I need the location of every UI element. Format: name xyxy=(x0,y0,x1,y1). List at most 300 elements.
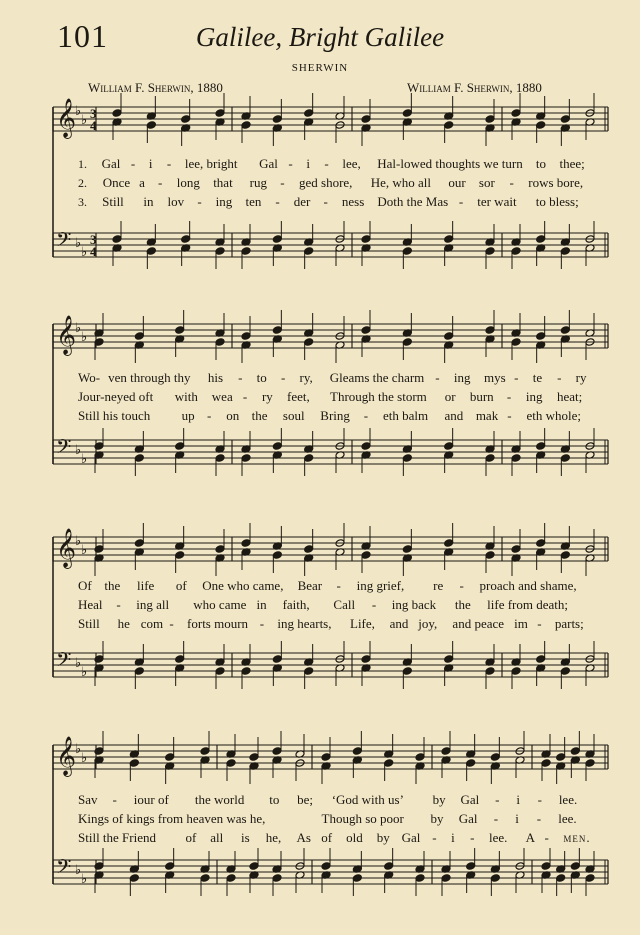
lyric-syllable: Gleams the charm xyxy=(329,370,425,385)
lyric-syllable: - xyxy=(169,616,174,631)
lyric-syllable: ing xyxy=(453,370,471,385)
lyric-syllable: - xyxy=(280,175,285,190)
lyric-syllable: - xyxy=(324,156,329,171)
lyric-syllable: forts mourn xyxy=(187,616,249,631)
note-head xyxy=(321,753,331,762)
lyric-syllable: He, who all xyxy=(370,175,432,190)
time-signature-bottom: 4 xyxy=(90,118,97,133)
flat-icon: ♭ xyxy=(81,452,88,467)
note-head xyxy=(570,747,580,756)
lyric-syllable: lee. xyxy=(558,811,577,826)
lyric-syllable: the xyxy=(251,408,268,423)
lyric-syllable: ven through thy xyxy=(108,370,191,385)
note-head xyxy=(272,115,282,124)
note-head xyxy=(165,753,175,762)
note-head xyxy=(241,247,251,256)
lyric-syllable: heat; xyxy=(556,389,583,404)
lyric-syllable: - xyxy=(281,370,286,385)
note-head xyxy=(175,326,185,335)
note-head xyxy=(352,747,362,756)
lyric-syllable: to xyxy=(256,370,267,385)
note-head xyxy=(466,759,476,768)
flat-icon: ♭ xyxy=(75,321,82,336)
lyric-syllable: te xyxy=(532,370,543,385)
lyric-syllable: old xyxy=(346,830,363,845)
note-head xyxy=(226,874,236,883)
lyric-syllable: Kings of kings from heaven was he, xyxy=(78,811,266,826)
note-head xyxy=(272,551,282,560)
note-head xyxy=(511,545,521,554)
note-head xyxy=(511,454,521,463)
lyric-syllable: up xyxy=(181,408,195,423)
note-head xyxy=(556,874,566,883)
lyric-syllable: of xyxy=(321,830,333,845)
lyric-syllable: - xyxy=(509,175,514,190)
note-head xyxy=(511,109,521,118)
lyric-syllable: i xyxy=(148,156,153,171)
note-head xyxy=(361,326,371,335)
lyric-syllable: mys xyxy=(484,370,506,385)
note-head xyxy=(485,247,495,256)
amen-text: men. xyxy=(563,830,591,845)
lyric-line xyxy=(78,597,600,613)
note-head xyxy=(511,667,521,676)
note-head xyxy=(215,247,225,256)
note-head xyxy=(272,747,282,756)
lyric-syllable: our xyxy=(448,175,466,190)
lyric-line xyxy=(78,616,600,632)
flat-icon: ♭ xyxy=(75,863,82,878)
lyric-line xyxy=(78,389,600,405)
lyric-syllable: and xyxy=(389,616,409,631)
lyric-syllable: be; xyxy=(297,792,314,807)
lyric-syllable: Gal xyxy=(458,811,478,826)
music-credit: William F. Sherwin, 1880 xyxy=(407,80,542,95)
note-head xyxy=(200,874,210,883)
note-head xyxy=(304,545,314,554)
lyric-syllable: is xyxy=(240,830,250,845)
note-head xyxy=(304,454,314,463)
note-head xyxy=(175,551,185,560)
lyric-syllable: by xyxy=(376,830,390,845)
lyric-syllable: - xyxy=(544,830,550,845)
note-head xyxy=(112,109,122,118)
lyric-syllable: by xyxy=(432,792,446,807)
note-head xyxy=(415,753,425,762)
lyric-syllable: Still xyxy=(102,194,124,209)
note-head xyxy=(304,667,314,676)
bass-staff xyxy=(53,228,608,260)
note-head xyxy=(181,235,191,244)
lyric-syllable: com xyxy=(140,616,164,631)
lyric-syllable: Still his touch xyxy=(78,408,151,423)
treble-clef-icon: 𝄞 xyxy=(56,528,77,568)
note-head xyxy=(402,109,412,118)
note-head xyxy=(570,862,580,871)
lyric-line xyxy=(78,830,600,846)
note-head xyxy=(241,539,251,548)
hymn-title: Galilee, Bright Galilee xyxy=(195,22,445,52)
lyric-syllable: ry xyxy=(575,370,587,385)
lyric-syllable: joy, xyxy=(418,616,438,631)
lyric-line xyxy=(78,792,600,808)
lyric-syllable: - xyxy=(458,194,464,209)
lyric-syllable: ‘God with us’ xyxy=(331,792,404,807)
note-head xyxy=(361,551,371,560)
lyric-syllable: thee; xyxy=(559,156,585,171)
lyric-syllable: lee, xyxy=(342,156,361,171)
note-head xyxy=(444,121,454,130)
lyric-syllable: ged shore, xyxy=(299,175,353,190)
note-head xyxy=(560,551,570,560)
flat-icon: ♭ xyxy=(75,443,82,458)
tune-name: SHERWIN xyxy=(291,62,349,74)
lyric-syllable: Heal xyxy=(78,597,103,612)
note-head xyxy=(175,442,185,451)
note-head xyxy=(441,874,451,883)
note-head xyxy=(241,454,251,463)
note-head xyxy=(352,874,362,883)
note-head xyxy=(402,667,412,676)
time-signature-top: 3 xyxy=(90,232,97,247)
lyric-syllable: - xyxy=(432,830,437,845)
lyric-syllable: with xyxy=(174,389,198,404)
note-head xyxy=(129,874,139,883)
flat-icon: ♭ xyxy=(75,104,82,119)
bass-clef-icon: 𝄢 xyxy=(56,435,72,463)
lyric-syllable: he, xyxy=(265,830,282,845)
note-head xyxy=(361,235,371,244)
lyric-syllable: the world xyxy=(194,792,245,807)
treble-clef-icon: 𝄞 xyxy=(56,315,77,355)
lyric-syllable: and xyxy=(444,408,464,423)
lyric-syllable: a xyxy=(139,175,145,190)
lyric-syllable: Wo- xyxy=(78,370,101,385)
note-head xyxy=(134,539,144,548)
note-head xyxy=(304,338,314,347)
lyric-syllable: Life, xyxy=(350,616,375,631)
note-head xyxy=(511,338,521,347)
note-head xyxy=(215,338,225,347)
lyric-syllable: life from death; xyxy=(487,597,568,612)
flat-icon: ♭ xyxy=(81,245,88,260)
lyric-syllable: feet, xyxy=(287,389,310,404)
flat-icon: ♭ xyxy=(75,236,82,251)
note-head xyxy=(536,121,546,130)
flat-icon: ♭ xyxy=(81,113,88,128)
lyric-syllable: to xyxy=(535,156,547,171)
lyric-syllable: parts; xyxy=(554,616,584,631)
lyric-line xyxy=(78,408,600,424)
note-head xyxy=(556,753,566,762)
lyric-syllable: eth whole; xyxy=(526,408,581,423)
lyric-syllable: ing back xyxy=(391,597,437,612)
note-head xyxy=(134,332,144,341)
lyric-syllable: ry, xyxy=(299,370,313,385)
note-head xyxy=(444,539,454,548)
note-head xyxy=(485,454,495,463)
note-head xyxy=(485,115,495,124)
note-head xyxy=(466,862,476,871)
lyric-syllable: mak xyxy=(475,408,499,423)
lyric-syllable: i xyxy=(516,792,520,807)
lyric-syllable: - xyxy=(112,792,117,807)
note-head xyxy=(485,551,495,560)
lyric-syllable: - xyxy=(130,156,136,171)
note-head xyxy=(441,747,451,756)
note-head xyxy=(384,759,394,768)
lyric-syllable: ing hearts, xyxy=(277,616,332,631)
lyric-syllable: in xyxy=(256,597,267,612)
note-head xyxy=(402,338,412,347)
note-head xyxy=(112,235,122,244)
lyric-syllable: ten xyxy=(245,194,262,209)
lyric-syllable: Gal xyxy=(101,156,121,171)
bass-clef-icon: 𝄢 xyxy=(56,648,72,676)
bass-clef-icon: 𝄢 xyxy=(56,855,72,883)
lyric-syllable: - xyxy=(242,389,248,404)
lyric-syllable: long xyxy=(176,175,200,190)
hymn-number: 101 xyxy=(57,18,108,54)
lyric-syllable: Jour-neyed oft xyxy=(78,389,154,404)
lyric-syllable: Through the storm xyxy=(330,389,427,404)
note-head xyxy=(304,109,314,118)
lyric-syllable: i xyxy=(306,156,310,171)
lyric-syllable: - xyxy=(116,597,121,612)
lyric-syllable: As xyxy=(296,830,311,845)
lyric-syllable: ing xyxy=(215,194,233,209)
words-credit: William F. Sherwin, 1880 xyxy=(88,80,223,95)
flat-icon: ♭ xyxy=(75,656,82,671)
lyric-syllable: ing all xyxy=(136,597,170,612)
note-head xyxy=(304,247,314,256)
lyric-syllable: - xyxy=(275,194,280,209)
lyric-syllable: Though so poor xyxy=(321,811,404,826)
note-head xyxy=(541,862,551,871)
lyric-syllable: - xyxy=(459,578,464,593)
lyric-syllable: Once xyxy=(102,175,131,190)
lyric-syllable: - xyxy=(495,792,500,807)
note-head xyxy=(272,235,282,244)
note-head xyxy=(181,115,191,124)
lyric-syllable: the xyxy=(454,597,471,612)
note-head xyxy=(560,454,570,463)
treble-clef-icon: 𝄞 xyxy=(56,98,77,138)
lyric-syllable: Sav xyxy=(78,792,98,807)
note-head xyxy=(272,442,282,451)
flat-icon: ♭ xyxy=(81,872,88,887)
lyric-syllable: by xyxy=(430,811,444,826)
note-head xyxy=(384,862,394,871)
lyric-syllable: all xyxy=(210,830,224,845)
lyric-syllable: faith, xyxy=(282,597,310,612)
lyric-syllable: Gal xyxy=(259,156,278,171)
lyric-syllable: Still xyxy=(78,616,100,631)
note-head xyxy=(485,326,495,335)
note-head xyxy=(490,874,500,883)
note-head xyxy=(272,326,282,335)
lyric-syllable: burn xyxy=(469,389,494,404)
note-head xyxy=(321,862,331,871)
lyric-syllable: his xyxy=(207,370,224,385)
lyric-syllable: - xyxy=(238,370,243,385)
lyric-syllable: and peace xyxy=(452,616,505,631)
lyric-syllable: Doth the Mas xyxy=(377,194,449,209)
note-head xyxy=(134,667,144,676)
note-head xyxy=(560,115,570,124)
lyric-syllable: Bring xyxy=(320,408,350,423)
note-head xyxy=(361,442,371,451)
note-head xyxy=(146,247,156,256)
verse-number: 1. xyxy=(78,157,87,171)
note-head xyxy=(249,753,259,762)
note-head xyxy=(402,247,412,256)
lyric-syllable: in xyxy=(143,194,154,209)
lyric-line xyxy=(78,175,600,191)
note-head xyxy=(402,545,412,554)
lyric-syllable: - xyxy=(206,408,212,423)
lyric-syllable: ry xyxy=(261,389,273,404)
note-head xyxy=(490,753,500,762)
lyric-syllable: - xyxy=(363,408,369,423)
lyric-syllable: - xyxy=(557,370,562,385)
lyric-syllable: lov xyxy=(167,194,185,209)
amen-text: A xyxy=(525,830,536,845)
lyric-syllable: im xyxy=(514,616,528,631)
flat-icon: ♭ xyxy=(81,751,88,766)
lyric-syllable: lee. xyxy=(558,792,578,807)
lyric-syllable: der xyxy=(293,194,311,209)
flat-icon: ♭ xyxy=(81,543,88,558)
lyric-syllable: Still the Friend xyxy=(78,830,156,845)
note-head xyxy=(129,759,139,768)
note-head xyxy=(485,667,495,676)
note-head xyxy=(241,667,251,676)
lyric-syllable: sor xyxy=(478,175,495,190)
note-head xyxy=(560,247,570,256)
lyric-syllable: - xyxy=(537,792,542,807)
note-head xyxy=(226,759,236,768)
lyric-syllable: to bless; xyxy=(535,194,579,209)
lyric-syllable: iour of xyxy=(133,792,169,807)
lyric-syllable: ness xyxy=(341,194,365,209)
note-head xyxy=(536,332,546,341)
note-head xyxy=(215,545,225,554)
lyric-syllable: ing xyxy=(525,389,543,404)
note-head xyxy=(585,759,595,768)
note-head xyxy=(215,667,225,676)
lyric-syllable: ter wait xyxy=(477,194,517,209)
note-head xyxy=(175,655,185,664)
lyric-syllable: - xyxy=(323,194,328,209)
note-head xyxy=(146,121,156,130)
bass-clef-icon: 𝄢 xyxy=(56,228,72,256)
note-head xyxy=(511,247,521,256)
lyric-syllable: i xyxy=(515,811,519,826)
lyric-syllable: Hal-lowed thoughts we turn xyxy=(377,156,523,171)
lyric-syllable: - xyxy=(336,578,341,593)
lyric-syllable: rows bore, xyxy=(528,175,584,190)
lyric-syllable: - xyxy=(371,597,377,612)
lyric-syllable: - xyxy=(435,370,440,385)
treble-staff xyxy=(53,528,608,569)
note-head xyxy=(241,121,251,130)
note-head xyxy=(444,332,454,341)
lyric-line xyxy=(78,811,600,827)
lyric-syllable: on xyxy=(226,408,240,423)
note-head xyxy=(134,454,144,463)
lyric-syllable: - xyxy=(507,408,512,423)
lyric-syllable: wea xyxy=(211,389,233,404)
lyric-syllable: eth balm xyxy=(383,408,429,423)
note-head xyxy=(272,874,282,883)
lyric-syllable: - xyxy=(197,194,202,209)
lyric-syllable: of xyxy=(185,830,197,845)
lyric-syllable: - xyxy=(470,830,475,845)
note-head xyxy=(444,655,454,664)
lyric-syllable: - xyxy=(259,616,265,631)
lyric-syllable: that xyxy=(213,175,233,190)
verse-number: 2. xyxy=(78,176,87,190)
lyric-syllable: lee, bright xyxy=(184,156,238,171)
note-head xyxy=(541,759,551,768)
time-signature-top: 3 xyxy=(90,106,97,121)
note-head xyxy=(165,862,175,871)
verse-number: 3. xyxy=(78,195,87,209)
lyric-syllable: Gal xyxy=(460,792,480,807)
lyric-syllable: life xyxy=(136,578,155,593)
lyric-syllable: of xyxy=(175,578,187,593)
note-head xyxy=(249,862,259,871)
lyric-line xyxy=(78,194,600,210)
lyric-syllable: soul xyxy=(282,408,305,423)
flat-icon: ♭ xyxy=(75,534,82,549)
treble-clef-icon: 𝄞 xyxy=(56,736,77,776)
lyric-syllable: - xyxy=(493,811,499,826)
treble-staff xyxy=(53,98,608,139)
lyric-syllable: - xyxy=(288,156,293,171)
lyric-syllable: or xyxy=(444,389,456,404)
lyric-syllable: to xyxy=(269,792,280,807)
lyric-syllable: who came xyxy=(193,597,247,612)
lyric-line xyxy=(78,156,600,172)
note-head xyxy=(215,454,225,463)
note-head xyxy=(361,115,371,124)
note-head xyxy=(415,874,425,883)
flat-icon: ♭ xyxy=(75,742,82,757)
note-head xyxy=(560,667,570,676)
lyric-syllable: - xyxy=(536,811,542,826)
lyric-syllable: he xyxy=(117,616,130,631)
note-head xyxy=(585,874,595,883)
lyric-syllable: Gal xyxy=(401,830,421,845)
lyric-syllable: lee. xyxy=(488,830,508,845)
lyric-syllable: ing grief, xyxy=(356,578,405,593)
lyric-syllable: - xyxy=(514,370,519,385)
lyric-syllable: Call xyxy=(333,597,356,612)
flat-icon: ♭ xyxy=(81,330,88,345)
note-head xyxy=(536,235,546,244)
note-head xyxy=(402,454,412,463)
note-head xyxy=(560,326,570,335)
lyric-syllable: - xyxy=(166,156,172,171)
lyric-syllable: - xyxy=(537,616,542,631)
lyric-syllable: - xyxy=(506,389,512,404)
lyric-syllable: - xyxy=(157,175,163,190)
note-head xyxy=(200,747,210,756)
lyric-syllable: the xyxy=(104,578,121,593)
note-head xyxy=(444,442,454,451)
